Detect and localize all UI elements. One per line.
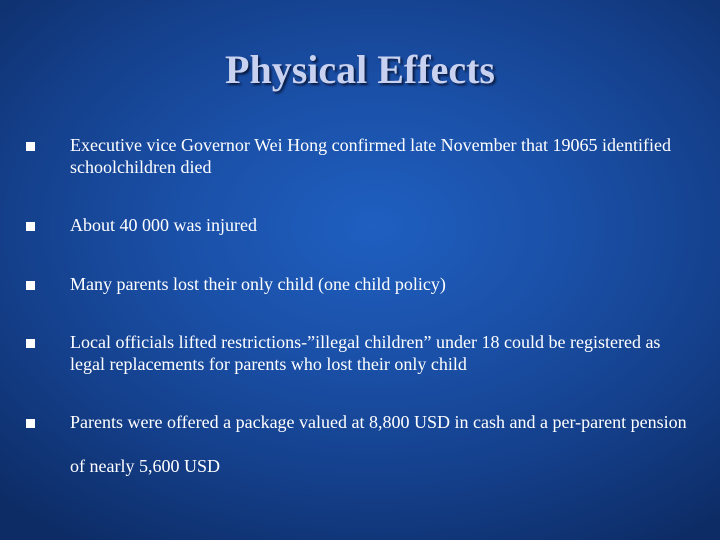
square-bullet-icon (26, 222, 35, 231)
square-bullet-icon (26, 339, 35, 348)
bullet-text: Local officials lifted restrictions-”illegal children” under 18 could be registered as legal replacements for parents who lost their only child (70, 332, 661, 374)
bullet-text: Parents were offered a package valued at 8,800 USD in cash and a per-parent pension of nearly 5,600 USD (70, 412, 687, 476)
bullet-text: Executive vice Governor Wei Hong confirmed late November that 19065 identified schoolchildren died (70, 135, 672, 177)
bullet-text: About 40 000 was injured (70, 215, 257, 235)
square-bullet-icon (26, 419, 35, 428)
square-bullet-icon (26, 142, 35, 151)
bullet-text: Many parents lost their only child (one child policy) (70, 274, 446, 294)
slide-title: Physical Effects (225, 47, 495, 92)
square-bullet-icon (26, 281, 35, 290)
